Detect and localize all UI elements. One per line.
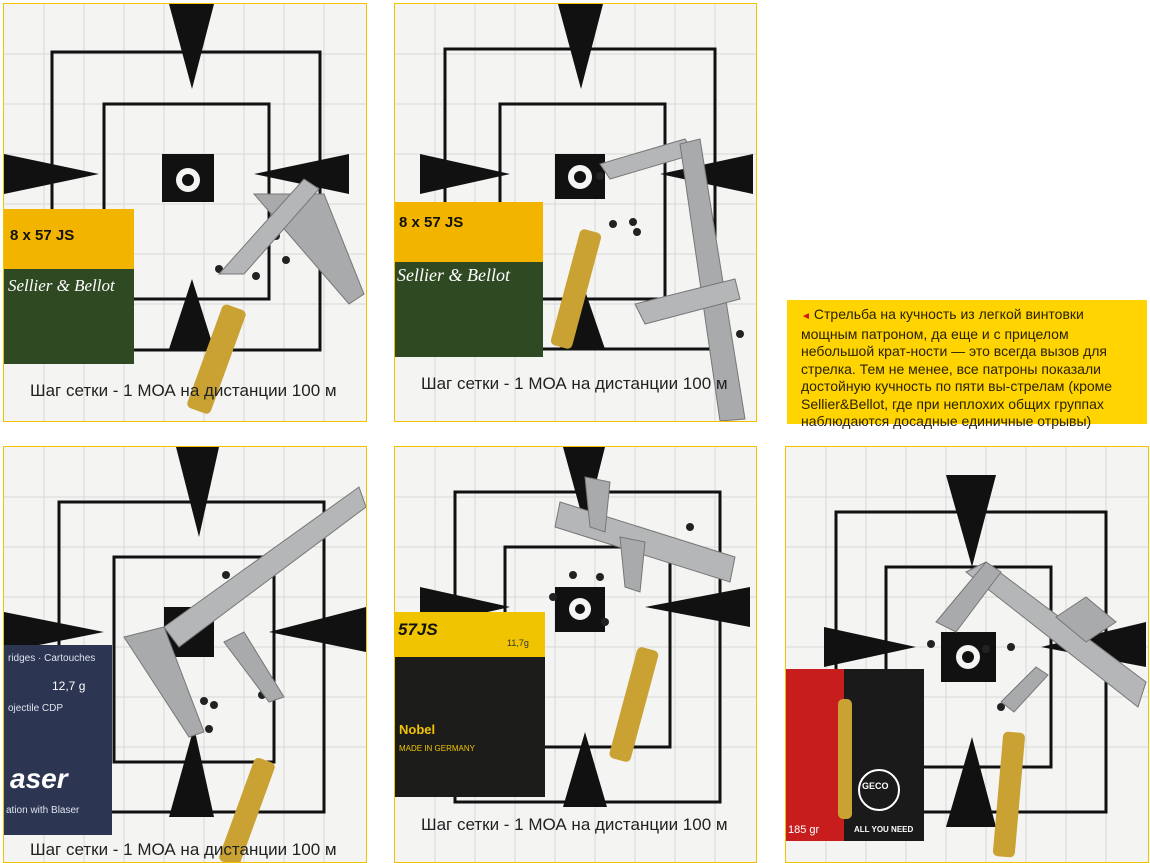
box-title: 57JS [398, 620, 438, 639]
box-brand: Sellier & Bellot [397, 265, 510, 285]
ammo-box-blaser [4, 645, 112, 835]
box-title: 8 x 57 JS [10, 227, 75, 244]
box-brand: aser [10, 763, 68, 794]
box-weight: 185 gr [788, 824, 820, 836]
box-brand: Nobel [399, 722, 436, 737]
grid-caption: Шаг сетки - 1 МОА на дистанции 100 м [30, 381, 337, 400]
box-line-3: ojectile CDP [8, 703, 64, 714]
box-tagline: ation with Blaser [6, 805, 80, 816]
box-title: 8 x 57 JS [399, 214, 464, 231]
target-photo-3 [3, 446, 367, 863]
ammo-box-geco [786, 669, 924, 841]
target-photo-1 [3, 3, 367, 422]
box-line-1: ridges · Cartouches [8, 653, 96, 664]
caption-marker-icon: ◄ [801, 311, 811, 322]
ammo-box-sellier-bellot [395, 202, 543, 357]
photo-caption-note [787, 300, 1147, 429]
grid-caption: Шаг сетки - 1 МОА на дистанции 100 м [421, 374, 728, 393]
ammo-box-sellier-bellot [4, 209, 134, 364]
target-photo-2 [394, 3, 757, 422]
box-brand: Sellier & Bellot [8, 276, 115, 295]
box-brand: GECO [862, 781, 889, 791]
target-photo-4 [394, 446, 757, 863]
box-tagline: ALL YOU NEED [854, 825, 914, 834]
target-photo-5 [785, 446, 1149, 863]
caption-text: Стрельба на кучность из легкой винтовки мощным патроном, да еще и с прицелом небольшой крат-ности — это всегда вызов для стрелка. Тем не менее, все патроны показали достойную кучность по пяти вы-стрелам (кроме Sellier&Bellot, где при неплохих общих группах наблюдаются досадные единичные отрывы) [801, 306, 1113, 429]
grid-caption: Шаг сетки - 1 МОА на дистанции 100 м [421, 815, 728, 834]
box-origin: MADE IN GERMANY [399, 744, 476, 753]
box-weight: 12,7 g [52, 679, 86, 693]
grid-caption: Шаг сетки - 1 МОА на дистанции 100 м [30, 840, 337, 859]
ammo-box-rws [395, 612, 545, 797]
box-weight: 11,7g [507, 638, 529, 648]
